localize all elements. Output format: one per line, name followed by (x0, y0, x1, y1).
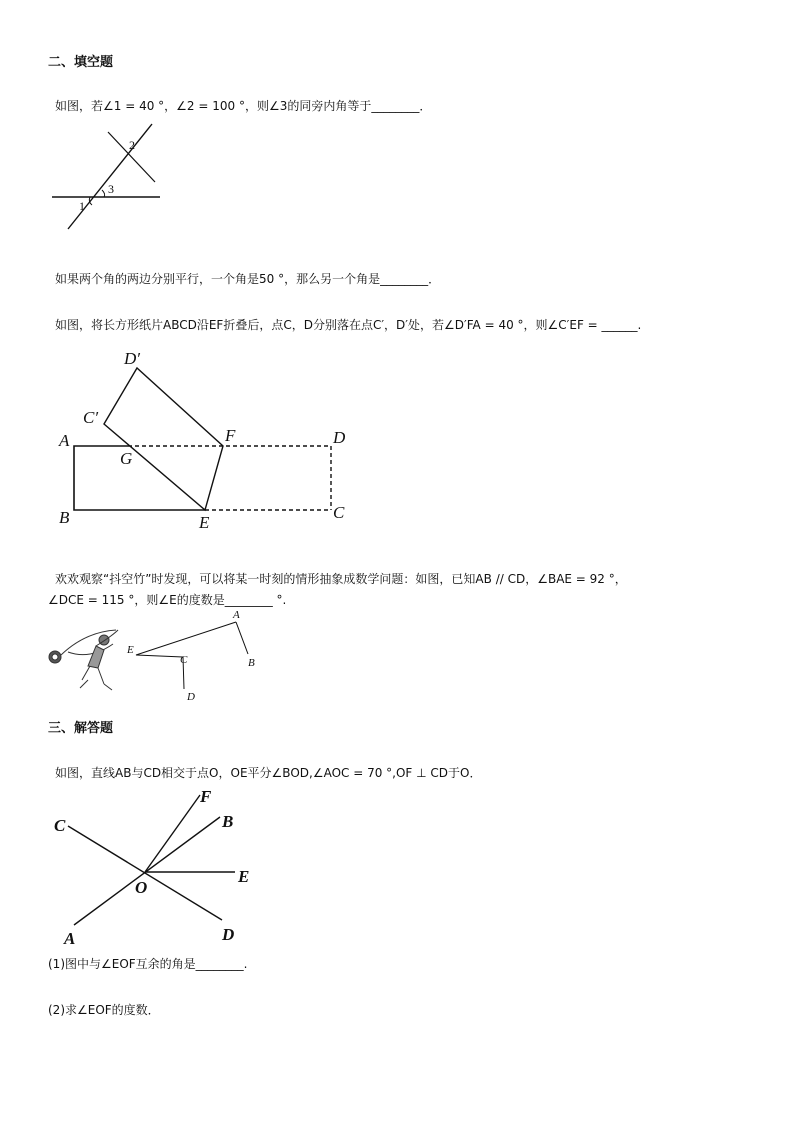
solve-question-1-part1: (1)图中与∠EOF互余的角是________. (48, 957, 248, 971)
point-label-E: E (199, 513, 210, 532)
point-label-G: G (120, 449, 133, 468)
section-heading-solve: 三、解答题 (48, 721, 114, 736)
question-3-text: 如图，将长方形纸片ABCD沿EF折叠后，点C，D分别落在点C′，D′处，若∠D′FA = 40 °，则∠C′EF = ______. (55, 318, 642, 332)
question-2-text: 如果两个角的两边分别平行，一个角是50 °，那么另一个角是________． (55, 272, 441, 286)
point-label-A: A (59, 431, 70, 450)
line-point-C: C (54, 816, 66, 835)
angle-label-1: 1 (79, 199, 85, 213)
line-point-O: O (135, 878, 148, 897)
angle-label-2: 2 (129, 138, 135, 152)
question-4-text-line2: ∠DCE = 115 °，则∠E的度数是________ °. (48, 593, 287, 607)
line-point-D: D (222, 925, 235, 944)
diabolo-point-B: B (248, 657, 255, 669)
question-1-text: 如图，若∠1 = 40 °，∠2 = 100 °，则∠3的同旁内角等于________． (55, 99, 432, 113)
point-label-F: F (225, 426, 236, 445)
line-point-E: E (238, 867, 250, 886)
diabolo-point-A: A (233, 609, 240, 621)
point-label-D: D (333, 428, 346, 447)
point-label-Cprime: C′ (83, 408, 99, 427)
section-heading-fill-blank: 二、填空题 (48, 55, 114, 70)
point-label-Dprime: D′ (124, 349, 140, 368)
point-label-C: C (333, 503, 345, 522)
angle-label-3: 3 (108, 182, 114, 196)
line-point-A: A (64, 929, 76, 948)
question-4-text-line1: 欢欢观察“抖空竹”时发现，可以将某一时刻的情形抽象成数学问题：如图，已知AB // CD，∠BAE = 92 °， (55, 572, 627, 586)
line-point-B: B (222, 812, 234, 831)
solve-question-1-part2: (2)求∠EOF的度数． (48, 1003, 160, 1017)
diabolo-point-D: D (187, 691, 195, 703)
diabolo-point-C: C (180, 654, 188, 666)
point-label-B: B (59, 508, 70, 527)
diabolo-point-E: E (127, 644, 134, 656)
solve-question-1-text: 如图，直线AB与CD相交于点O，OE平分∠BOD,∠AOC = 70 °,OF ⊥ CD于O． (55, 766, 482, 780)
line-point-F: F (200, 787, 212, 806)
